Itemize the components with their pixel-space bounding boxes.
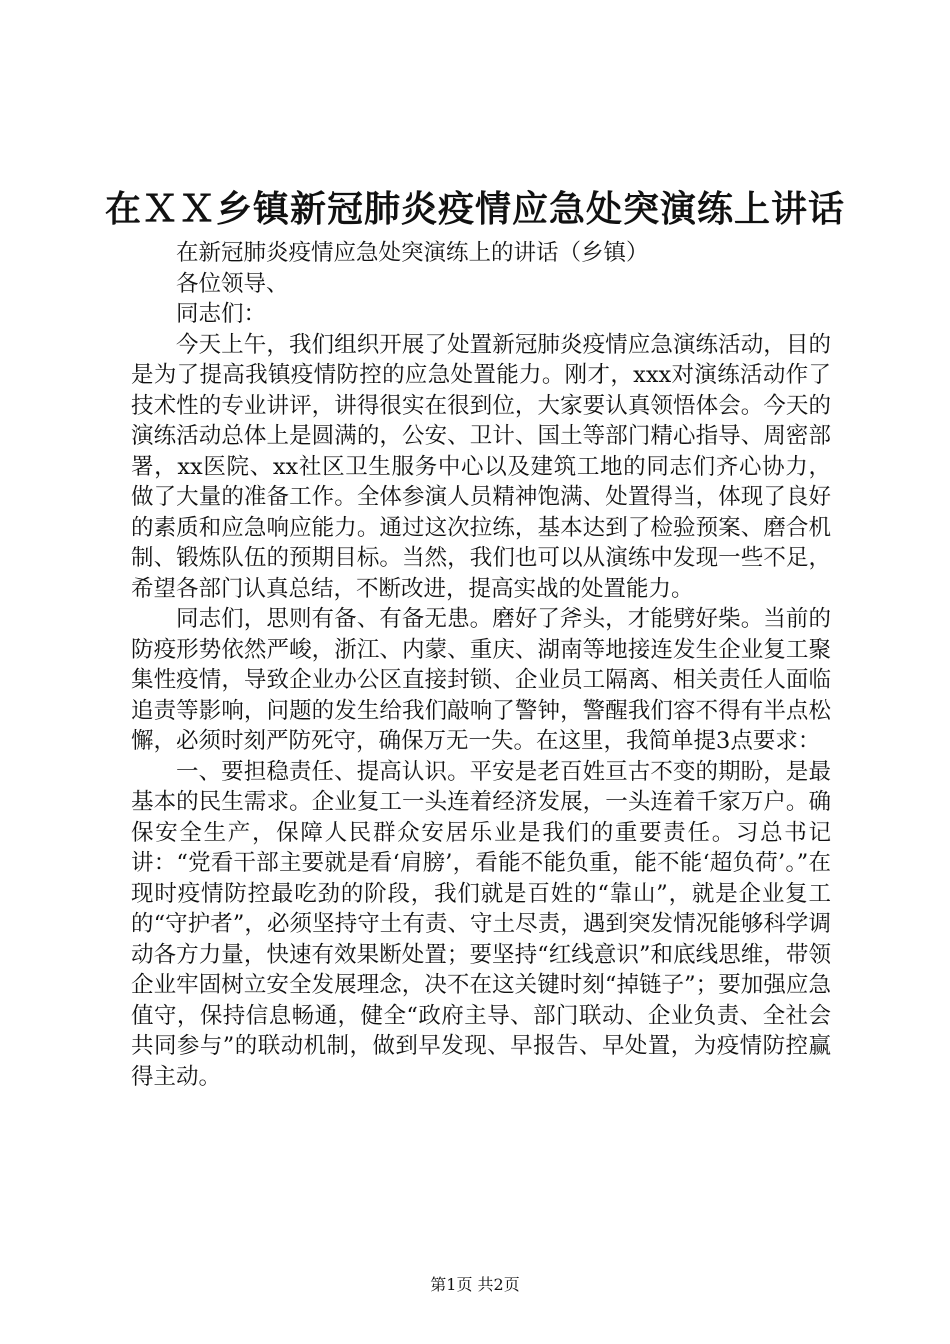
paragraph-drill-summary: 今天上午，我们组织开展了处置新冠肺炎疫情应急演练活动，目的是为了提高我镇疫情防控的应急处置能力。刚才，xxx对演练活动作了技术性的专业讲评，讲得很实在很到位，大家要认真领悟体会。今天的演练活动总体上是圆满的，公安、卫计、国土等部门精心指导、周密部署，xx医院、xx社区卫生服务中心以及建筑工地的同志们齐心协力，做了大量的准备工作。全体参演人员精神饱满、处置得当，体现了良好的素质和应急响应能力。通过这次拉练，基本达到了检验预案、磨合机制、锻炼队伍的预期目标。当然，我们也可以从演练中发现一些不足，希望各部门认真总结，不断改进，提高实战的处置能力。: [131, 331, 831, 602]
paragraph-situation: 同志们，思则有备、有备无患。磨好了斧头，才能劈好柴。当前的防疫形势依然严峻，浙江、内蒙、重庆、湖南等地接连发生企业复工聚集性疫情，导致企业办公区直接封锁、企业员工隔离、相关责任人面临追责等影响，问题的发生给我们敲响了警钟，警醒我们容不得有半点松懈，必须时刻严防死守，确保万无一失。在这里，我简单提3点要求：: [131, 606, 831, 754]
salutation-comrades: 同志们：: [176, 301, 267, 327]
speech-subtitle: 在新冠肺炎疫情应急处突演练上的讲话（乡镇）: [176, 240, 649, 266]
page-number-footer: 第1页 共2页: [430, 1275, 520, 1294]
document-title: 在ＸＸ乡镇新冠肺炎疫情应急处突演练上讲话: [104, 188, 845, 230]
salutation-leaders: 各位领导、: [176, 270, 289, 297]
document-body: [131, 238, 831, 1092]
paragraph-requirement-one: 一、要担稳责任、提高认识。平安是老百姓亘古不变的期盼，是最基本的民生需求。企业复工一头连着经济发展，一头连着千家万户。确保安全生产，保障人民群众安居乐业是我们的重要责任。习总书记讲：“党看干部主要就是看‘肩膀’，看能不能负重，能不能‘超负荷’。”在现时疫情防控最吃劲的阶段，我们就是百姓的“靠山”，就是企业复工的“守护者”，必须坚持守土有责、守土尽责，遇到突发情况能够科学调动各方力量，快速有效果断处置；要坚持“红线意识”和底线思维，带领企业牢固树立安全发展理念，决不在这关键时刻“掉链子”；要加强应急值守，保持信息畅通，健全“政府主导、部门联动、企业负责、全社会共同参与”的联动机制，做到早发现、早报告、早处置，为疫情防控赢得主动。: [131, 758, 831, 1090]
